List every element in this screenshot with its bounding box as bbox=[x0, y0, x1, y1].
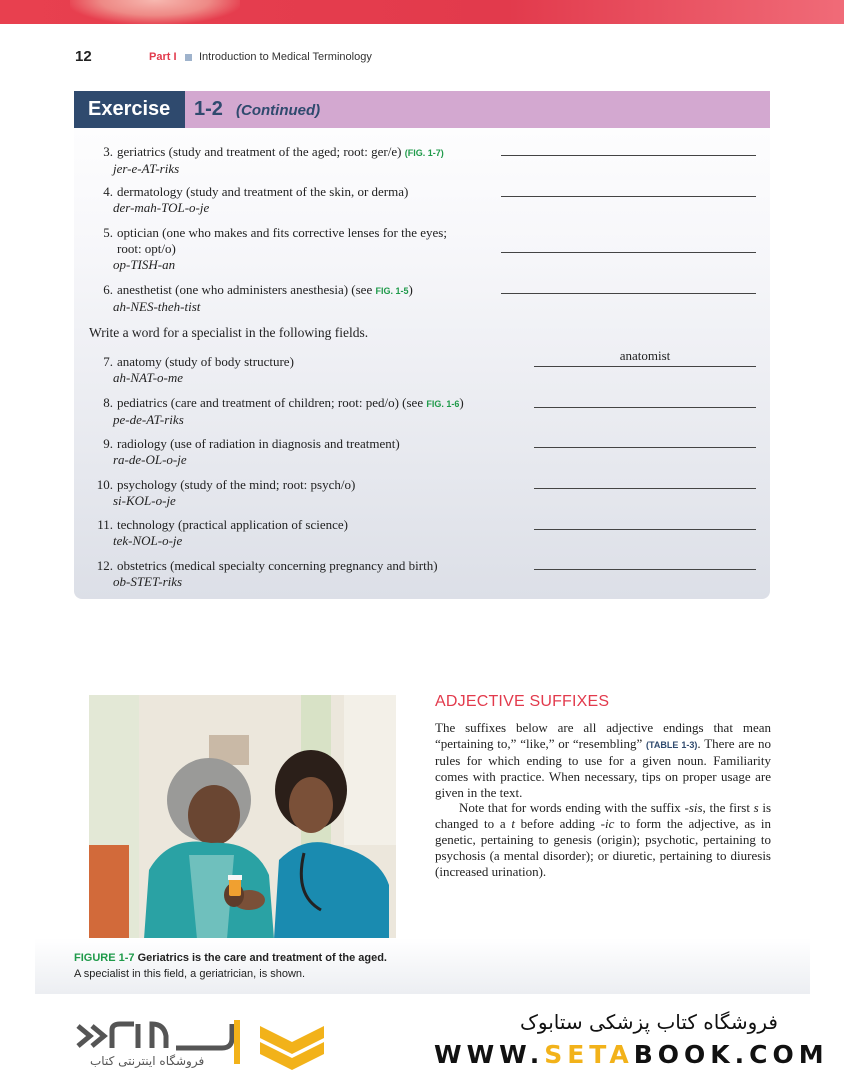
running-header bbox=[75, 48, 775, 68]
suffix-ic: -ic bbox=[600, 816, 615, 831]
item-number: 3. bbox=[103, 144, 113, 159]
answer-line[interactable] bbox=[501, 293, 756, 294]
item-text: optician (one who makes and fits corrective lenses for the eyes; root: opt/o) bbox=[117, 225, 447, 256]
p2-text: before adding bbox=[514, 816, 601, 831]
section-title: ADJECTIVE SUFFIXES bbox=[435, 693, 610, 710]
figure-ref-link[interactable]: FIG. 1-5 bbox=[375, 286, 409, 296]
exercise-number: 1-2 bbox=[194, 98, 223, 120]
exercise-item bbox=[93, 282, 513, 315]
answer-line[interactable] bbox=[501, 155, 756, 156]
part-label: Part I bbox=[149, 51, 177, 63]
answer-line[interactable] bbox=[501, 252, 756, 253]
exercise-item bbox=[93, 225, 453, 273]
figure-label: FIGURE 1-7 bbox=[74, 952, 135, 964]
answer-line[interactable] bbox=[534, 569, 756, 570]
exercise-header bbox=[74, 91, 770, 128]
answer-line[interactable] bbox=[534, 529, 756, 530]
exercise-instruction: Write a word for a specialist in the following fields. bbox=[89, 325, 369, 340]
exercise-item bbox=[87, 517, 507, 549]
item-text: obstetrics (medical specialty concerning pregnancy and birth) bbox=[117, 558, 438, 573]
item-number: 4. bbox=[103, 184, 113, 199]
exercise-item bbox=[93, 436, 513, 468]
exercise-item bbox=[87, 558, 527, 590]
item-text: psychology (study of the mind; root: psych/o) bbox=[117, 477, 356, 492]
header-separator bbox=[185, 54, 192, 61]
item-number: 5. bbox=[103, 225, 113, 240]
item-text: anatomy (study of body structure) bbox=[117, 354, 294, 369]
item-text: pediatrics (care and treatment of children; root: ped/o) (see bbox=[117, 395, 427, 410]
item-number: 7. bbox=[103, 354, 113, 369]
pronunciation: jer-e-AT-riks bbox=[113, 161, 180, 176]
table-ref-link[interactable]: (TABLE 1-3) bbox=[646, 740, 698, 750]
url-highlight: SETA bbox=[544, 1040, 634, 1069]
store-name: فروشگاه کتاب پزشکی ستابوک bbox=[520, 1010, 778, 1034]
answer-line[interactable] bbox=[534, 407, 756, 408]
answer-line[interactable] bbox=[534, 366, 756, 367]
figure-caption bbox=[74, 950, 434, 982]
pronunciation: ah-NAT-o-me bbox=[113, 370, 184, 385]
exercise-item bbox=[93, 395, 523, 428]
exercise-item bbox=[93, 144, 513, 177]
p2-text: , the first bbox=[702, 800, 754, 815]
exercise-item bbox=[93, 354, 513, 386]
item-text: anesthetist (one who administers anesthesia) (see bbox=[117, 282, 376, 297]
chapter-title: Introduction to Medical Terminology bbox=[199, 51, 372, 63]
p1-text-end: . There are no rules for which ending to use for a given noun. Familiarity comes with practice. When necessary, tips on proper usage are given in the text. bbox=[435, 736, 771, 800]
figure-ref-link[interactable]: (FIG. 1-7) bbox=[404, 148, 444, 158]
suffix-sis: -sis bbox=[684, 800, 703, 815]
answer-text[interactable]: anatomist bbox=[619, 348, 671, 363]
exercise-item bbox=[93, 184, 513, 216]
pronunciation: tek-NOL-o-je bbox=[113, 533, 183, 548]
item-number: 11. bbox=[97, 517, 113, 532]
p2-text: to form the adjective, as in genetic, pertaining to genesis (origin); psychotic, pertaining to psychosis (a mental disorder); or diuretic, pertaining to diuresis (increased urination). bbox=[435, 816, 771, 879]
geriatrics-photo bbox=[89, 695, 396, 939]
p1-text: The suffixes below are all adjective endings that mean “pertaining to,” “like,” or “resembling” bbox=[435, 720, 771, 751]
url-part: OOK.COM bbox=[657, 1040, 829, 1069]
pronunciation: pe-de-AT-riks bbox=[113, 412, 184, 427]
letter-s: s bbox=[753, 800, 759, 815]
item-number: 6. bbox=[103, 282, 113, 297]
photo-illustration bbox=[89, 695, 396, 939]
letter-t: t bbox=[511, 816, 515, 831]
answer-line[interactable] bbox=[534, 447, 756, 448]
item-text-after: ) bbox=[459, 395, 464, 410]
store-url[interactable] bbox=[434, 1040, 829, 1069]
item-number: 12. bbox=[96, 558, 113, 573]
exercise-item bbox=[87, 477, 507, 509]
answer-line[interactable] bbox=[501, 196, 756, 197]
item-text: geriatrics (study and treatment of the aged; root: ger/e) bbox=[117, 144, 405, 159]
caption-bold: Geriatrics is the care and treatment of the aged. bbox=[137, 952, 387, 964]
p2-text: Note that for words ending with the suffix bbox=[459, 800, 685, 815]
url-part: WWW. bbox=[434, 1040, 545, 1069]
item-text: dermatology (study and treatment of the skin, or derma) bbox=[117, 184, 409, 199]
answer-line[interactable] bbox=[534, 488, 756, 489]
paragraph-2 bbox=[435, 800, 771, 880]
item-text: technology (practical application of science) bbox=[117, 517, 349, 532]
pronunciation: op-TISH-an bbox=[113, 257, 176, 272]
exercise-continued: (Continued) bbox=[236, 102, 321, 119]
pronunciation: ob-STET-riks bbox=[113, 574, 183, 589]
pronunciation: si-KOL-o-je bbox=[113, 493, 176, 508]
item-text: radiology (use of radiation in diagnosis and treatment) bbox=[117, 436, 400, 451]
item-text-after: ) bbox=[408, 282, 413, 297]
page-number: 12 bbox=[75, 48, 92, 65]
item-number: 8. bbox=[103, 395, 113, 410]
chevron-logo-icon bbox=[256, 1022, 328, 1072]
top-banner bbox=[0, 0, 844, 24]
pronunciation: ra-de-OL-o-je bbox=[113, 452, 187, 467]
url-part: B bbox=[633, 1040, 658, 1069]
caption-text: A specialist in this field, a geriatrician, is shown. bbox=[74, 968, 306, 980]
p2-text: is changed to a bbox=[435, 800, 772, 831]
exercise-label: Exercise bbox=[88, 98, 171, 120]
paragraph-1 bbox=[435, 720, 771, 801]
item-number: 9. bbox=[103, 436, 113, 451]
figure-ref-link[interactable]: FIG. 1-6 bbox=[426, 399, 460, 409]
pronunciation: ah-NES-theh-tist bbox=[113, 299, 201, 314]
banner-decoration bbox=[70, 0, 240, 24]
pronunciation: der-mah-TOL-o-je bbox=[113, 200, 210, 215]
logo-tagline: فروشگاه اینترنتی کتاب bbox=[90, 1054, 205, 1068]
item-number: 10. bbox=[96, 477, 113, 492]
